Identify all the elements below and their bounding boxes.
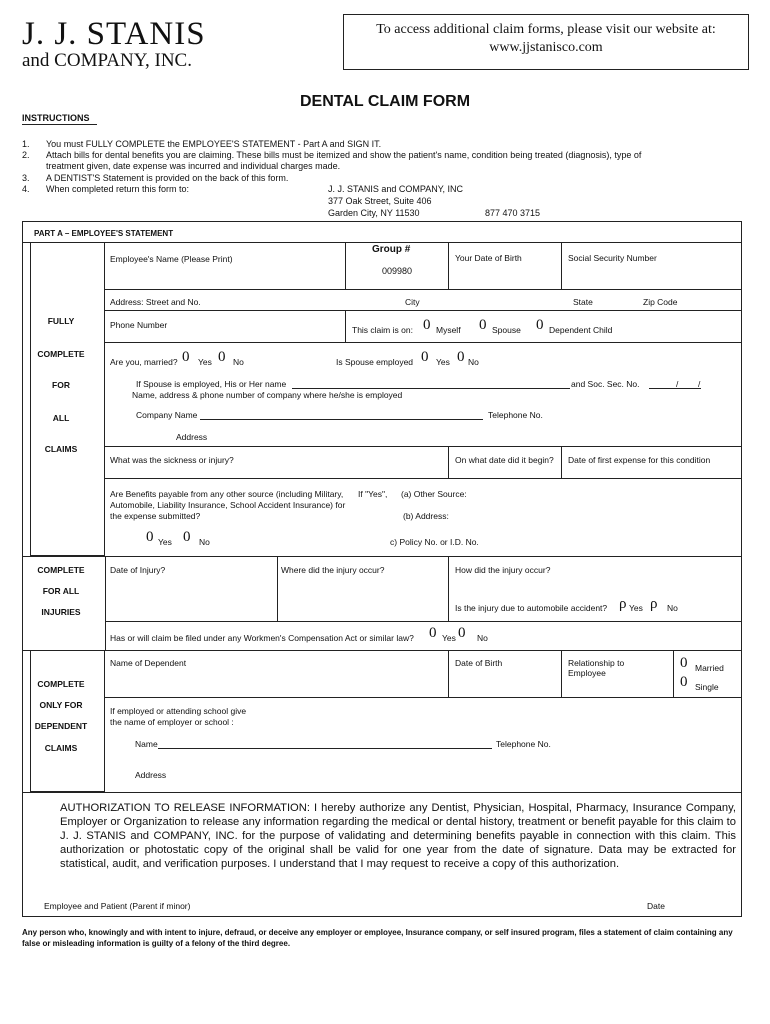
instruction-num-1: 1. xyxy=(22,139,30,149)
section-divider xyxy=(22,650,742,651)
signature-field[interactable]: Employee and Patient (Parent if minor) xyxy=(44,901,191,911)
divider xyxy=(561,242,562,289)
claim-dependent-label: Dependent Child xyxy=(549,325,613,335)
married-status-label: Married xyxy=(695,663,724,673)
spouse-employed-no-label: No xyxy=(468,357,479,367)
side-label-for-all: FOR ALL xyxy=(42,586,80,596)
spouse-employer-subtext: Name, address & phone number of company where he/she is employed xyxy=(132,390,403,400)
side-label-all: ALL xyxy=(52,413,70,423)
side-label-complete: COMPLETE xyxy=(37,349,85,359)
company-logo-line1: J. J. STANIS xyxy=(22,16,206,52)
divider xyxy=(105,556,106,650)
dependent-employer-question-line2: the name of employer or school : xyxy=(110,717,234,727)
divider xyxy=(561,650,562,697)
divider xyxy=(673,650,674,697)
workmens-comp-question: Has or will claim be filed under any Workmen's Compensation Act or similar law? xyxy=(110,633,414,643)
side-label-for: FOR xyxy=(52,380,70,390)
sickness-field[interactable]: What was the sickness or injury? xyxy=(110,455,234,465)
divider xyxy=(345,310,346,342)
company-logo-line2: and COMPANY, INC. xyxy=(22,50,192,71)
website-url[interactable]: www.jjstanisco.com xyxy=(489,40,603,55)
benefits-yes-label: Yes xyxy=(158,537,172,547)
instructions-underline xyxy=(22,124,97,125)
auto-accident-no-label: No xyxy=(667,603,678,613)
married-question: Are you, married? xyxy=(110,357,178,367)
benefits-no-radio[interactable]: 0 xyxy=(183,529,191,545)
instruction-text-2-cont: treatment given, date expense was incurred and individual charges made. xyxy=(46,161,341,171)
married-status-radio[interactable]: 0 xyxy=(680,655,688,671)
injury-cause-field[interactable]: How did the injury occur? xyxy=(455,565,551,575)
other-source-field[interactable]: (a) Other Source: xyxy=(401,489,467,499)
state-field[interactable]: State xyxy=(573,297,593,307)
fraud-warning: Any person who, knowingly and with intent to injure, defraud, or deceive any employer or employee, Insurance company, or self insured program, files a statement of claim containing any false or misleading information is guilty of a felony of the third degree. xyxy=(22,928,733,948)
auto-accident-yes-label: Yes xyxy=(629,603,643,613)
injury-location-field[interactable]: Where did the injury occur? xyxy=(281,565,385,575)
side-label-dependent: DEPENDENT xyxy=(34,721,88,731)
employee-name-field[interactable]: Employee's Name (Please Print) xyxy=(110,254,233,264)
phone-number-field[interactable]: Phone Number xyxy=(110,320,168,330)
spouse-employed-no-radio[interactable]: 0 xyxy=(457,349,465,365)
claim-myself-label: Myself xyxy=(436,325,461,335)
dependent-employer-name-line[interactable] xyxy=(158,748,492,749)
side-label-complete-dependent: COMPLETE xyxy=(37,679,85,689)
side-label-fully: FULLY xyxy=(47,316,75,326)
instruction-num-3: 3. xyxy=(22,173,30,183)
benefits-no-label: No xyxy=(199,537,210,547)
claim-spouse-label: Spouse xyxy=(492,325,521,335)
return-address-street: 377 Oak Street, Suite 406 xyxy=(328,196,432,206)
dependent-address-label: Address xyxy=(135,770,167,780)
return-address-company: J. J. STANIS and COMPANY, INC xyxy=(328,184,464,194)
auto-accident-no-radio[interactable]: ρ xyxy=(650,596,658,612)
section-divider xyxy=(22,556,742,557)
claim-on-label: This claim is on: xyxy=(352,325,413,335)
row-divider xyxy=(105,289,742,290)
divider xyxy=(448,556,449,621)
zip-code-field[interactable]: Zip Code xyxy=(643,297,678,307)
soc-sec-slash-2: / xyxy=(698,379,701,389)
side-label-dependent-claims: CLAIMS xyxy=(44,743,78,753)
dependent-telephone-label: Telephone No. xyxy=(496,739,551,749)
group-number-label: Group # xyxy=(372,244,411,255)
claim-dependent-radio[interactable]: 0 xyxy=(536,317,544,333)
date-of-birth-field[interactable]: Your Date of Birth xyxy=(455,253,522,263)
instruction-text-2: Attach bills for dental benefits you are claiming. These bills must be itemized and show the patient's name, condition being treated (diagnosis), type of xyxy=(46,150,642,160)
married-yes-label: Yes xyxy=(198,357,212,367)
part-a-heading-divider xyxy=(22,242,742,243)
dependent-employer-name-label: Name xyxy=(135,739,158,749)
instruction-num-4: 4. xyxy=(22,184,30,194)
claim-spouse-radio[interactable]: 0 xyxy=(479,317,487,333)
return-address-phone: 877 470 3715 xyxy=(485,208,541,218)
row-divider xyxy=(105,478,742,479)
part-a-heading: PART A – EMPLOYEE'S STATEMENT xyxy=(34,229,174,238)
side-label-injuries: INJURIES xyxy=(41,607,81,617)
dependent-name-field[interactable]: Name of Dependent xyxy=(110,658,187,668)
other-source-address-field[interactable]: (b) Address: xyxy=(403,511,449,521)
married-no-label: No xyxy=(233,357,244,367)
divider xyxy=(345,242,346,289)
divider xyxy=(448,446,449,478)
row-divider xyxy=(105,621,742,622)
benefits-question-line2: Automobile, Liability Insurance, School Accident Insurance) for xyxy=(110,500,346,510)
spouse-name-line[interactable] xyxy=(292,388,570,389)
address-street-field[interactable]: Address: Street and No. xyxy=(110,297,201,307)
benefits-question-line1: Are Benefits payable from any other source (including Military, xyxy=(110,489,344,499)
company-telephone-label: Telephone No. xyxy=(488,410,543,420)
side-label-claims: CLAIMS xyxy=(44,444,78,454)
side-label-only-for: ONLY FOR xyxy=(39,700,83,710)
divider xyxy=(448,650,449,697)
date-of-injury-field[interactable]: Date of Injury? xyxy=(110,565,166,575)
workmens-no-radio[interactable]: 0 xyxy=(458,625,466,641)
row-divider xyxy=(105,310,742,311)
signature-date-field[interactable]: Date xyxy=(647,901,665,911)
company-address-label: Address xyxy=(176,432,208,442)
form-title: DENTAL CLAIM FORM xyxy=(299,93,471,110)
first-expense-date-field[interactable]: Date of first expense for this condition xyxy=(568,455,711,465)
city-field[interactable]: City xyxy=(405,297,420,307)
married-yes-radio[interactable]: 0 xyxy=(182,349,190,365)
website-notice-text: To access additional claim forms, please visit our website at: xyxy=(376,22,716,37)
benefits-question-line3: the expense submitted? xyxy=(110,511,201,521)
instruction-text-1: You must FULLY COMPLETE the EMPLOYEE'S STATEMENT - Part A and SIGN IT. xyxy=(46,139,382,149)
dependent-employer-question-line1: If employed or attending school give xyxy=(110,706,247,716)
relationship-field[interactable]: Relationship to Employee xyxy=(568,658,625,678)
instruction-text-4: When completed return this form to: xyxy=(46,184,190,194)
spouse-employed-question: Is Spouse employed xyxy=(336,357,414,367)
workmens-yes-label: Yes xyxy=(442,633,456,643)
instruction-text-3: A DENTIST'S Statement is provided on the back of this form. xyxy=(46,173,289,183)
group-number-value: 009980 xyxy=(382,266,413,276)
date-began-field[interactable]: On what date did it begin? xyxy=(455,455,554,465)
spouse-employed-yes-radio[interactable]: 0 xyxy=(421,349,429,365)
divider xyxy=(277,556,278,621)
ssn-field[interactable]: Social Security Number xyxy=(568,253,657,263)
company-name-line[interactable] xyxy=(200,419,483,420)
divider xyxy=(448,242,449,289)
return-address-city: Garden City, NY 11530 xyxy=(328,208,420,218)
authorization-text: AUTHORIZATION TO RELEASE INFORMATION: I hereby authorize any Dentist, Physician, Hospital, Pharmacy, Insurance Company, Employer or Organization to release any information regarding the medical or dental history, treatment or benefit payable for this claim to J. J. STANIS and COMPANY, INC. for the purpose of validating and determining benefits payable in connection with this claim. This authorization or photostatic copy of the original shall be valid for one year from the date of signature. Data may be extracted for statistical, audit, and verification purposes. I understand that I may request to receive a copy of this authorization. xyxy=(60,802,736,870)
policy-number-field[interactable]: c) Policy No. or I.D. No. xyxy=(390,537,479,547)
auto-accident-yes-radio[interactable]: ρ xyxy=(619,596,627,612)
part-a-side-column xyxy=(30,242,105,556)
row-divider xyxy=(105,342,742,343)
spouse-name-label: If Spouse is employed, His or Her name xyxy=(136,379,287,389)
instructions-heading: INSTRUCTIONS xyxy=(22,113,90,123)
row-divider xyxy=(105,697,742,698)
claim-myself-radio[interactable]: 0 xyxy=(423,317,431,333)
soc-sec-line[interactable] xyxy=(649,388,701,389)
instruction-num-2: 2. xyxy=(22,150,30,160)
divider xyxy=(561,446,562,478)
company-name-label: Company Name xyxy=(136,410,198,420)
side-label-complete-injuries: COMPLETE xyxy=(37,565,85,575)
if-yes-label: If "Yes", xyxy=(358,489,388,499)
spouse-employed-yes-label: Yes xyxy=(436,357,450,367)
dependent-dob-field[interactable]: Date of Birth xyxy=(455,658,503,668)
single-status-label: Single xyxy=(695,682,719,692)
married-no-radio[interactable]: 0 xyxy=(218,349,226,365)
benefits-yes-radio[interactable]: 0 xyxy=(146,529,154,545)
soc-sec-label: and Soc. Sec. No. xyxy=(571,379,640,389)
single-status-radio[interactable]: 0 xyxy=(680,674,688,690)
soc-sec-slash-1: / xyxy=(676,379,679,389)
website-notice-box xyxy=(343,14,749,70)
section-divider xyxy=(22,792,742,793)
auto-accident-question: Is the injury due to automobile accident? xyxy=(455,603,608,613)
workmens-no-label: No xyxy=(477,633,488,643)
workmens-yes-radio[interactable]: 0 xyxy=(429,625,437,641)
row-divider xyxy=(105,446,742,447)
